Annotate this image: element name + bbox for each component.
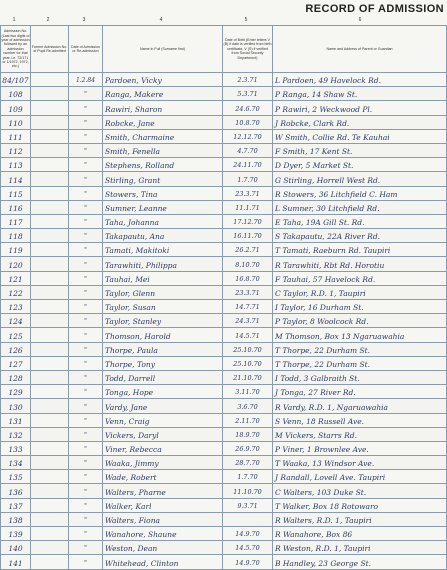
admission-no-cell: 130	[1, 399, 31, 413]
table-row	[1, 200, 447, 214]
pupil-name-cell: Walker, Karl	[103, 498, 223, 512]
admission-no-cell: 116	[1, 200, 31, 214]
column-number: 2	[46, 17, 50, 23]
pupil-name-cell: Tauhai, Mei	[103, 271, 223, 285]
date-of-birth-cell: 14.5.71	[223, 328, 273, 342]
header-name: Name in Full (Surname first)	[103, 26, 223, 73]
former-no-cell	[31, 385, 69, 399]
admission-no-cell: 139	[1, 527, 31, 541]
admission-date-cell: 1.2.84	[69, 73, 103, 87]
parent-address-cell: F Smith, 17 Kent St.	[273, 143, 447, 157]
date-of-birth-cell: 14.9.70	[223, 527, 273, 541]
admission-no-cell: 113	[1, 158, 31, 172]
date-of-birth-cell: 23.3.71	[223, 285, 273, 299]
former-no-cell	[31, 300, 69, 314]
pupil-name-cell: Takapautu, Ana	[103, 229, 223, 243]
date-of-birth-cell: 21.10.70	[223, 370, 273, 384]
table-row	[1, 186, 447, 200]
parent-address-cell: I Taylor, 16 Durham St.	[273, 300, 447, 314]
parent-address-cell: M Vickers, Starrs Rd.	[273, 427, 447, 441]
parent-address-cell: T Walker, Box 18 Rotowaro	[273, 498, 447, 512]
date-of-birth-cell: 16.8.70	[223, 271, 273, 285]
pupil-name-cell: Stirling, Grant	[103, 172, 223, 186]
parent-address-cell: T Thorpe, 22 Durham St.	[273, 342, 447, 356]
date-of-birth-cell: 10.8.70	[223, 115, 273, 129]
pupil-name-cell: Pardoen, Vicky	[103, 73, 223, 87]
former-no-cell	[31, 257, 69, 271]
former-no-cell	[31, 158, 69, 172]
admission-no-cell: 124	[1, 314, 31, 328]
pupil-name-cell: Smith, Fenella	[103, 143, 223, 157]
date-of-birth-cell: 28.7.70	[223, 456, 273, 470]
former-no-cell	[31, 87, 69, 101]
table-row	[1, 243, 447, 257]
admission-no-cell: 108	[1, 87, 31, 101]
admission-date-cell: "	[69, 512, 103, 526]
date-of-birth-cell: 8.10.70	[223, 257, 273, 271]
pupil-name-cell: Ranga, Makere	[103, 87, 223, 101]
date-of-birth-cell: 5.3.71	[223, 87, 273, 101]
parent-address-cell: C Taylor, R.D. 1, Taupiri	[273, 285, 447, 299]
admission-no-cell: 137	[1, 498, 31, 512]
admission-no-cell: 128	[1, 370, 31, 384]
date-of-birth-cell: 23.3.71	[223, 186, 273, 200]
admission-no-cell: 135	[1, 470, 31, 484]
parent-address-cell: T Tamati, Raeburn Rd. Taupiri	[273, 243, 447, 257]
pupil-name-cell: Viner, Rebecca	[103, 441, 223, 455]
admission-date-cell: "	[69, 555, 103, 569]
parent-address-cell: M Thomson, Box 13 Ngaruawahia	[273, 328, 447, 342]
pupil-name-cell: Tonga, Hope	[103, 385, 223, 399]
admission-no-cell: 110	[1, 115, 31, 129]
admission-date-cell: "	[69, 214, 103, 228]
date-of-birth-cell: 14.9.70	[223, 555, 273, 569]
pupil-name-cell: Stephens, Rolland	[103, 158, 223, 172]
table-row	[1, 158, 447, 172]
admission-no-cell: 121	[1, 271, 31, 285]
table-row	[1, 470, 447, 484]
date-of-birth-cell: 24.6.70	[223, 101, 273, 115]
former-no-cell	[31, 342, 69, 356]
parent-address-cell: I Todd, 3 Galbraith St.	[273, 370, 447, 384]
former-no-cell	[31, 243, 69, 257]
date-of-birth-cell: 26.9.70	[223, 441, 273, 455]
date-of-birth-cell: 12.12.70	[223, 129, 273, 143]
header-admission-no: Admission No. (Last two digits of year of admission followed by an admission number for that year. i.e. 72/171 or 1/1972, 1972, etc.)	[1, 26, 31, 73]
former-no-cell	[31, 314, 69, 328]
header-row	[1, 26, 447, 73]
table-row	[1, 527, 447, 541]
admission-date-cell: "	[69, 101, 103, 115]
column-number: 1	[12, 17, 16, 23]
parent-address-cell: J Randall, Lovell Ave. Taupiri	[273, 470, 447, 484]
parent-address-cell: R Walters, R.D. 1, Taupiri	[273, 512, 447, 526]
admission-no-cell: 112	[1, 143, 31, 157]
date-of-birth-cell: 2.11.70	[223, 413, 273, 427]
former-no-cell	[31, 512, 69, 526]
admission-no-cell: 115	[1, 186, 31, 200]
date-of-birth-cell: 24.11.70	[223, 158, 273, 172]
pupil-name-cell: Taylor, Glenn	[103, 285, 223, 299]
parent-address-cell: J Tonga, 27 River Rd.	[273, 385, 447, 399]
admission-date-cell: "	[69, 342, 103, 356]
admission-no-cell: 134	[1, 456, 31, 470]
admission-register	[0, 25, 446, 568]
pupil-name-cell: Walters, Fiona	[103, 512, 223, 526]
table-row	[1, 285, 447, 299]
parent-address-cell: W Smith, Collie Rd. Te Kauhai	[273, 129, 447, 143]
admission-no-cell: 109	[1, 101, 31, 115]
admission-date-cell: "	[69, 129, 103, 143]
former-no-cell	[31, 73, 69, 87]
admission-no-cell: 125	[1, 328, 31, 342]
admission-date-cell: "	[69, 356, 103, 370]
former-no-cell	[31, 214, 69, 228]
table-row	[1, 370, 447, 384]
table-row	[1, 214, 447, 228]
parent-address-cell: P Taylor, 8 Woolcock Rd.	[273, 314, 447, 328]
header-parent: Name and Address of Parent or Guardian	[273, 26, 447, 73]
parent-address-cell: T Thorpe, 22 Durham St.	[273, 356, 447, 370]
table-row	[1, 399, 447, 413]
parent-address-cell: F Tauhai, 57 Havelock Rd.	[273, 271, 447, 285]
parent-address-cell: S Venn, 18 Russell Ave.	[273, 413, 447, 427]
date-of-birth-cell: 26.2.71	[223, 243, 273, 257]
date-of-birth-cell: 2.3.71	[223, 73, 273, 87]
admission-no-cell: 118	[1, 229, 31, 243]
admission-date-cell: "	[69, 87, 103, 101]
pupil-name-cell: Waaka, Jimmy	[103, 456, 223, 470]
parent-address-cell: P Viner, 1 Brownlee Ave.	[273, 441, 447, 455]
date-of-birth-cell: 1.7.70	[223, 470, 273, 484]
pupil-name-cell: Todd, Darrell	[103, 370, 223, 384]
former-no-cell	[31, 470, 69, 484]
admission-no-cell: 129	[1, 385, 31, 399]
parent-address-cell: R Vardy, R.D. 1, Ngaruawahia	[273, 399, 447, 413]
pupil-name-cell: Tarawhiti, Philippa	[103, 257, 223, 271]
admission-date-cell: "	[69, 158, 103, 172]
admission-date-cell: "	[69, 243, 103, 257]
parent-address-cell: D Dyer, 5 Market St.	[273, 158, 447, 172]
date-of-birth-cell: 16.11.70	[223, 229, 273, 243]
table-row	[1, 498, 447, 512]
former-no-cell	[31, 172, 69, 186]
former-no-cell	[31, 200, 69, 214]
pupil-name-cell: Taha, Johanna	[103, 214, 223, 228]
admission-date-cell: "	[69, 257, 103, 271]
table-row	[1, 172, 447, 186]
admission-date-cell: "	[69, 370, 103, 384]
parent-address-cell: L Sumner, 30 Litchfield Rd.	[273, 200, 447, 214]
parent-address-cell: B Handley, 23 George St.	[273, 555, 447, 569]
table-row	[1, 328, 447, 342]
column-number: 6	[358, 17, 362, 23]
former-no-cell	[31, 370, 69, 384]
admission-table	[0, 25, 447, 570]
parent-address-cell: R Stowers, 36 Litchfield C. Ham	[273, 186, 447, 200]
admission-date-cell: "	[69, 143, 103, 157]
admission-date-cell: "	[69, 441, 103, 455]
admission-no-cell: 120	[1, 257, 31, 271]
parent-address-cell: E Taha, 19A Gill St. Rd.	[273, 214, 447, 228]
pupil-name-cell: Smith, Charmaine	[103, 129, 223, 143]
pupil-name-cell: Weston, Dean	[103, 541, 223, 555]
table-row	[1, 257, 447, 271]
admission-date-cell: "	[69, 328, 103, 342]
date-of-birth-cell: 24.3.71	[223, 314, 273, 328]
table-row	[1, 143, 447, 157]
admission-no-cell: 127	[1, 356, 31, 370]
admission-no-cell: 84/107	[1, 73, 31, 87]
table-row	[1, 300, 447, 314]
admission-date-cell: "	[69, 385, 103, 399]
date-of-birth-cell: 17.12.70	[223, 214, 273, 228]
former-no-cell	[31, 115, 69, 129]
table-row	[1, 342, 447, 356]
pupil-name-cell: Taylor, Stanley	[103, 314, 223, 328]
admission-no-cell: 141	[1, 555, 31, 569]
date-of-birth-cell: 14.5.70	[223, 541, 273, 555]
admission-date-cell: "	[69, 229, 103, 243]
pupil-name-cell: Tamati, Makitoki	[103, 243, 223, 257]
column-number: 5	[244, 17, 248, 23]
admission-date-cell: "	[69, 498, 103, 512]
admission-date-cell: "	[69, 527, 103, 541]
page-title: RECORD OF ADMISSION	[305, 3, 444, 15]
parent-address-cell: R Weston, R.D. 1, Taupiri	[273, 541, 447, 555]
former-no-cell	[31, 101, 69, 115]
pupil-name-cell: Walters, Pharne	[103, 484, 223, 498]
date-of-birth-cell: 25.10.70	[223, 342, 273, 356]
former-no-cell	[31, 356, 69, 370]
pupil-name-cell: Sumner, Leanne	[103, 200, 223, 214]
admission-no-cell: 132	[1, 427, 31, 441]
former-no-cell	[31, 527, 69, 541]
admission-no-cell: 117	[1, 214, 31, 228]
admission-no-cell: 126	[1, 342, 31, 356]
date-of-birth-cell: 3.11.70	[223, 385, 273, 399]
table-row	[1, 541, 447, 555]
admission-date-cell: "	[69, 300, 103, 314]
parent-address-cell: C Walters, 103 Duke St.	[273, 484, 447, 498]
parent-address-cell: R Tarawhiti, Rbt Rd. Horotiu	[273, 257, 447, 271]
admission-date-cell: "	[69, 172, 103, 186]
table-row	[1, 385, 447, 399]
parent-address-cell: P Rawiri, 2 Weckwood Pl.	[273, 101, 447, 115]
date-of-birth-cell: 9.3.71	[223, 498, 273, 512]
pupil-name-cell: Wanahore, Shaune	[103, 527, 223, 541]
admission-no-cell: 138	[1, 512, 31, 526]
former-no-cell	[31, 229, 69, 243]
admission-date-cell: "	[69, 427, 103, 441]
parent-address-cell: G Stirling, Horrell West Rd.	[273, 172, 447, 186]
former-no-cell	[31, 427, 69, 441]
table-row	[1, 73, 447, 87]
header-former-no: Former Admission No. of Pupil Re-admitted	[31, 26, 69, 73]
admission-date-cell: "	[69, 399, 103, 413]
pupil-name-cell: Taylor, Susan	[103, 300, 223, 314]
former-no-cell	[31, 456, 69, 470]
date-of-birth-cell: 14.7.71	[223, 300, 273, 314]
pupil-name-cell: Robcke, Jane	[103, 115, 223, 129]
admission-date-cell: "	[69, 285, 103, 299]
parent-address-cell: L Pardoen, 49 Havelock Rd.	[273, 73, 447, 87]
parent-address-cell: J Robcke, Clark Rd.	[273, 115, 447, 129]
date-of-birth-cell: 1.7.70	[223, 172, 273, 186]
admission-date-cell: "	[69, 484, 103, 498]
table-row	[1, 555, 447, 569]
table-row	[1, 484, 447, 498]
table-row	[1, 512, 447, 526]
former-no-cell	[31, 285, 69, 299]
admission-no-cell: 111	[1, 129, 31, 143]
pupil-name-cell: Whitehead, Clinton	[103, 555, 223, 569]
admission-no-cell: 131	[1, 413, 31, 427]
pupil-name-cell: Rawiri, Sharon	[103, 101, 223, 115]
table-row	[1, 314, 447, 328]
pupil-name-cell: Vickers, Daryl	[103, 427, 223, 441]
admission-date-cell: "	[69, 271, 103, 285]
former-no-cell	[31, 555, 69, 569]
former-no-cell	[31, 328, 69, 342]
parent-address-cell: S Takapautu, 22A River Rd.	[273, 229, 447, 243]
date-of-birth-cell: 25.10.70	[223, 356, 273, 370]
admission-no-cell: 123	[1, 300, 31, 314]
admission-no-cell: 122	[1, 285, 31, 299]
table-row	[1, 441, 447, 455]
parent-address-cell: T Waaka, 13 Windsor Ave.	[273, 456, 447, 470]
former-no-cell	[31, 541, 69, 555]
pupil-name-cell: Wade, Robert	[103, 470, 223, 484]
pupil-name-cell: Thorpe, Paula	[103, 342, 223, 356]
pupil-name-cell: Thorpe, Tony	[103, 356, 223, 370]
former-no-cell	[31, 484, 69, 498]
admission-date-cell: "	[69, 541, 103, 555]
admission-no-cell: 136	[1, 484, 31, 498]
admission-date-cell: "	[69, 186, 103, 200]
admission-no-cell: 119	[1, 243, 31, 257]
admission-date-cell: "	[69, 456, 103, 470]
header-dob: Date of Birth (Enter letters V (B) if date is verified from birth certificate, V (S) if verified from Social Security Department)	[223, 26, 273, 73]
date-of-birth-cell: 3.6.70	[223, 399, 273, 413]
table-row	[1, 115, 447, 129]
column-number: 3	[82, 17, 86, 23]
admission-date-cell: "	[69, 470, 103, 484]
admission-no-cell: 140	[1, 541, 31, 555]
table-row	[1, 271, 447, 285]
pupil-name-cell: Vardy, Jane	[103, 399, 223, 413]
date-of-birth-cell: 11.10.70	[223, 484, 273, 498]
table-row	[1, 87, 447, 101]
former-no-cell	[31, 399, 69, 413]
former-no-cell	[31, 498, 69, 512]
former-no-cell	[31, 186, 69, 200]
pupil-name-cell: Stowers, Tina	[103, 186, 223, 200]
admission-date-cell: "	[69, 314, 103, 328]
admission-no-cell: 114	[1, 172, 31, 186]
date-of-birth-cell: 18.9.70	[223, 427, 273, 441]
column-number: 4	[159, 17, 163, 23]
date-of-birth-cell	[223, 512, 273, 526]
former-no-cell	[31, 441, 69, 455]
table-row	[1, 101, 447, 115]
parent-address-cell: P Ranga, 14 Shaw St.	[273, 87, 447, 101]
date-of-birth-cell: 11.1.71	[223, 200, 273, 214]
admission-date-cell: "	[69, 115, 103, 129]
former-no-cell	[31, 271, 69, 285]
admission-date-cell: "	[69, 413, 103, 427]
pupil-name-cell: Thomson, Harold	[103, 328, 223, 342]
table-row	[1, 413, 447, 427]
table-row	[1, 129, 447, 143]
admission-no-cell: 133	[1, 441, 31, 455]
admission-date-cell: "	[69, 200, 103, 214]
table-row	[1, 427, 447, 441]
date-of-birth-cell: 4.7.70	[223, 143, 273, 157]
table-row	[1, 456, 447, 470]
register-body	[1, 73, 447, 570]
column-number-row	[0, 16, 446, 25]
table-row	[1, 356, 447, 370]
pupil-name-cell: Venn, Craig	[103, 413, 223, 427]
table-row	[1, 229, 447, 243]
former-no-cell	[31, 413, 69, 427]
parent-address-cell: R Wanahore, Box 86	[273, 527, 447, 541]
former-no-cell	[31, 129, 69, 143]
header-date-admission: Date of Admission or Re-admission	[69, 26, 103, 73]
former-no-cell	[31, 143, 69, 157]
